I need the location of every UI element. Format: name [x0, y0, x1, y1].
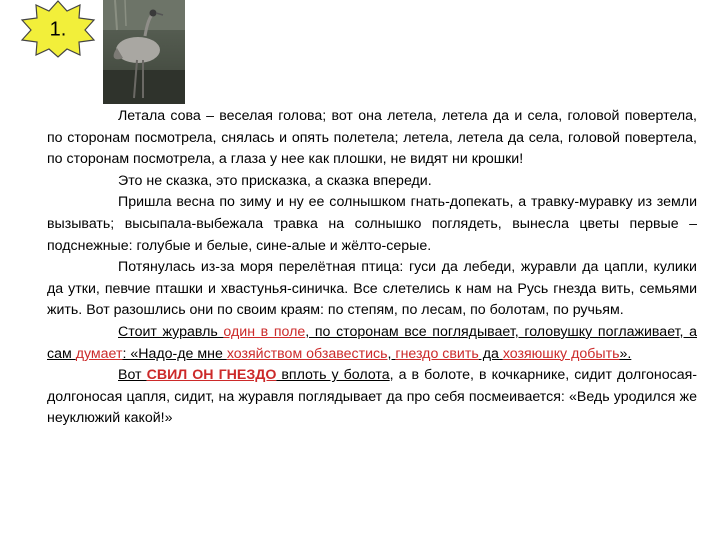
paragraph-5 — [47, 322, 697, 365]
highlight-segment: один в поле — [223, 323, 306, 340]
crane-illustration — [103, 0, 185, 104]
highlight-segment: хозяюшку добыть — [502, 345, 620, 362]
text-segment: вплоть у болота — [276, 367, 390, 384]
text-segment: да — [478, 345, 503, 362]
paragraph-2: Это не сказка, это присказка, а сказка впереди. — [118, 172, 432, 189]
story-text — [47, 106, 697, 430]
text-segment: Стоит журавль — [118, 323, 224, 340]
number-badge — [18, 0, 98, 58]
text-segment: ». — [619, 345, 632, 362]
badge-label: 1. — [49, 18, 67, 41]
highlight-segment: думает — [75, 345, 123, 362]
text-segment: : «Надо-де мне — [122, 345, 227, 362]
text-segment: Вот — [118, 367, 147, 384]
crane-photo — [103, 0, 185, 104]
emphasis-segment: СВИЛ ОН ГНЕЗДО — [146, 367, 277, 384]
paragraph-1: Летала сова – веселая голова; вот она летела, летела да и села, головой повертела, по сторонам посмотрела, снялась и опять полетела; летела, летела да села, головой повертела, по сторонам посмотрела, а глаза у нее как плошки, не видят ни крошки! — [47, 108, 697, 168]
text-segment: , по сторонам все поглядывает, головушку поглаживает, а сам — [47, 323, 698, 362]
text-segment: , — [387, 345, 396, 362]
paragraph-6 — [47, 365, 697, 430]
paragraph-4: Потянулась из-за моря перелётная птица: гуси да лебеди, журавли да цапли, кулики да утки, певчие пташки и хвастунья-синичка. Все слетелись к нам на Русь гнезда вить, семьями жить. Вот разошлись они по своим краям: по степям, по лесам, по болотам, по ручьям. — [47, 259, 697, 319]
paragraph-3: Пришла весна по зиму и ну ее солнышком гнать-допекать, а травку-муравку из земли вызывать; высыпала-выбежала травка на солнышко поглядеть, вынесла цветы первые – подснежные: голубые и белые, сине-алые и жёлто-серые. — [47, 194, 697, 254]
highlight-segment: хозяйством обзавестись — [226, 345, 388, 362]
text-segment: , а в болоте, в кочкарнике, сидит долгоносая-долгоносая цапля, сидит, на журавля поглядывает да про себя посмеивается: «Ведь уродился же неуклюжий какой!» — [47, 367, 697, 427]
highlight-segment: гнездо свить — [395, 345, 479, 362]
